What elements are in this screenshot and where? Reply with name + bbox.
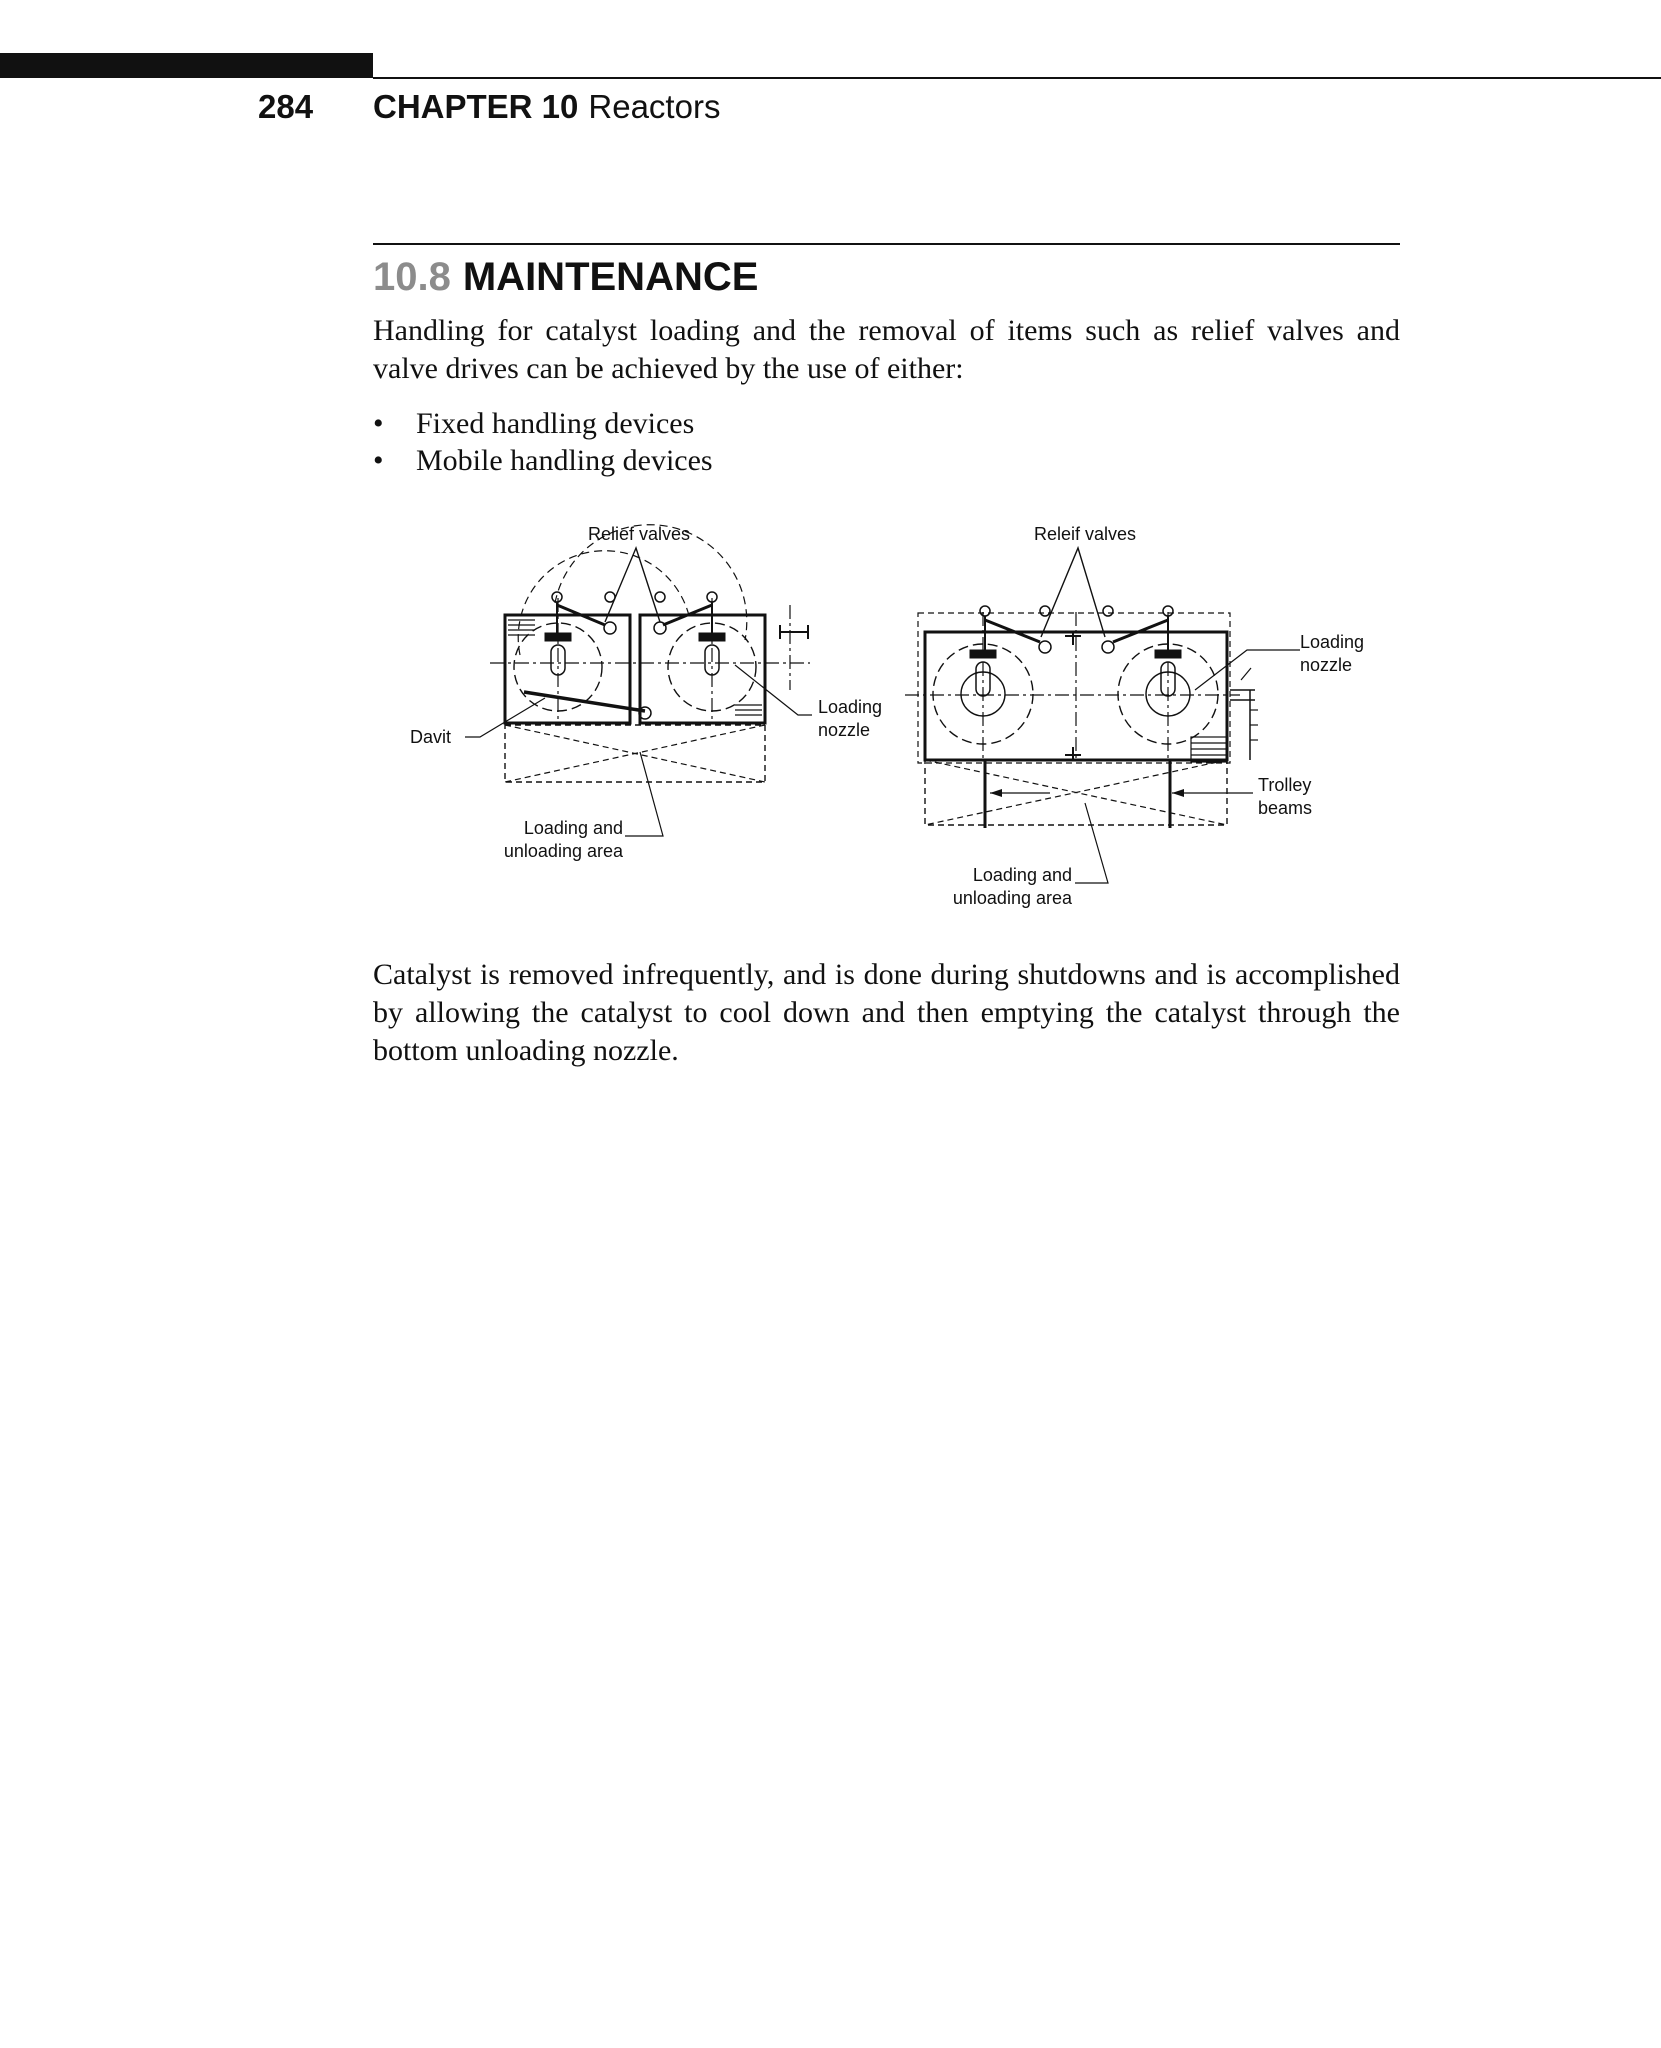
bullet-icon: • — [373, 407, 384, 440]
right-diagram — [905, 548, 1300, 883]
list-item-text: Mobile handling devices — [416, 444, 713, 477]
header-bar — [0, 53, 373, 78]
left-loading-nozzle-label-line2: nozzle — [818, 720, 871, 740]
trolley-beams-label-line1: Trolley — [1258, 775, 1312, 795]
left-loading-area-label-line1: Loading and — [523, 818, 623, 838]
davit-label: Davit — [410, 727, 452, 747]
list-item — [373, 405, 713, 442]
section-title: MAINTENANCE — [462, 255, 759, 299]
list-item — [373, 442, 713, 479]
bullet-icon: • — [373, 444, 384, 477]
chapter-label: CHAPTER 10 — [373, 88, 579, 125]
left-loading-nozzle-label-line1: Loading — [818, 697, 883, 717]
handling-devices-list — [373, 405, 713, 479]
left-diagram — [465, 525, 812, 836]
section-number: 10.8 — [373, 255, 451, 299]
section-heading — [373, 255, 758, 300]
chapter-title — [373, 88, 720, 126]
header-rule — [373, 77, 1661, 79]
right-loading-area-label-line2: unloading area — [952, 888, 1072, 908]
closing-paragraph: Catalyst is removed infrequently, and is done during shutdowns and is accomplished by allowing the catalyst to cool down and then emptying the catalyst through the bottom unloading nozzle. — [373, 958, 1400, 1067]
right-loading-area-label-line1: Loading and — [972, 865, 1072, 885]
chapter-name: Reactors — [588, 88, 721, 125]
intro-paragraph: Handling for catalyst loading and the removal of items such as relief valves and valve drives can be achieved by the use of either: — [373, 314, 1400, 385]
trolley-beams-label-line2: beams — [1258, 798, 1313, 818]
section-rule — [373, 243, 1400, 245]
page-number: 284 — [258, 88, 314, 125]
left-relief-valves-label: Relief valves — [588, 524, 691, 544]
list-item-text: Fixed handling devices — [416, 407, 695, 440]
right-relief-valves-label: Releif valves — [1034, 524, 1137, 544]
left-loading-area-label-line2: unloading area — [503, 841, 623, 861]
right-loading-nozzle-label-line2: nozzle — [1300, 655, 1353, 675]
right-loading-nozzle-label-line1: Loading — [1300, 632, 1365, 652]
